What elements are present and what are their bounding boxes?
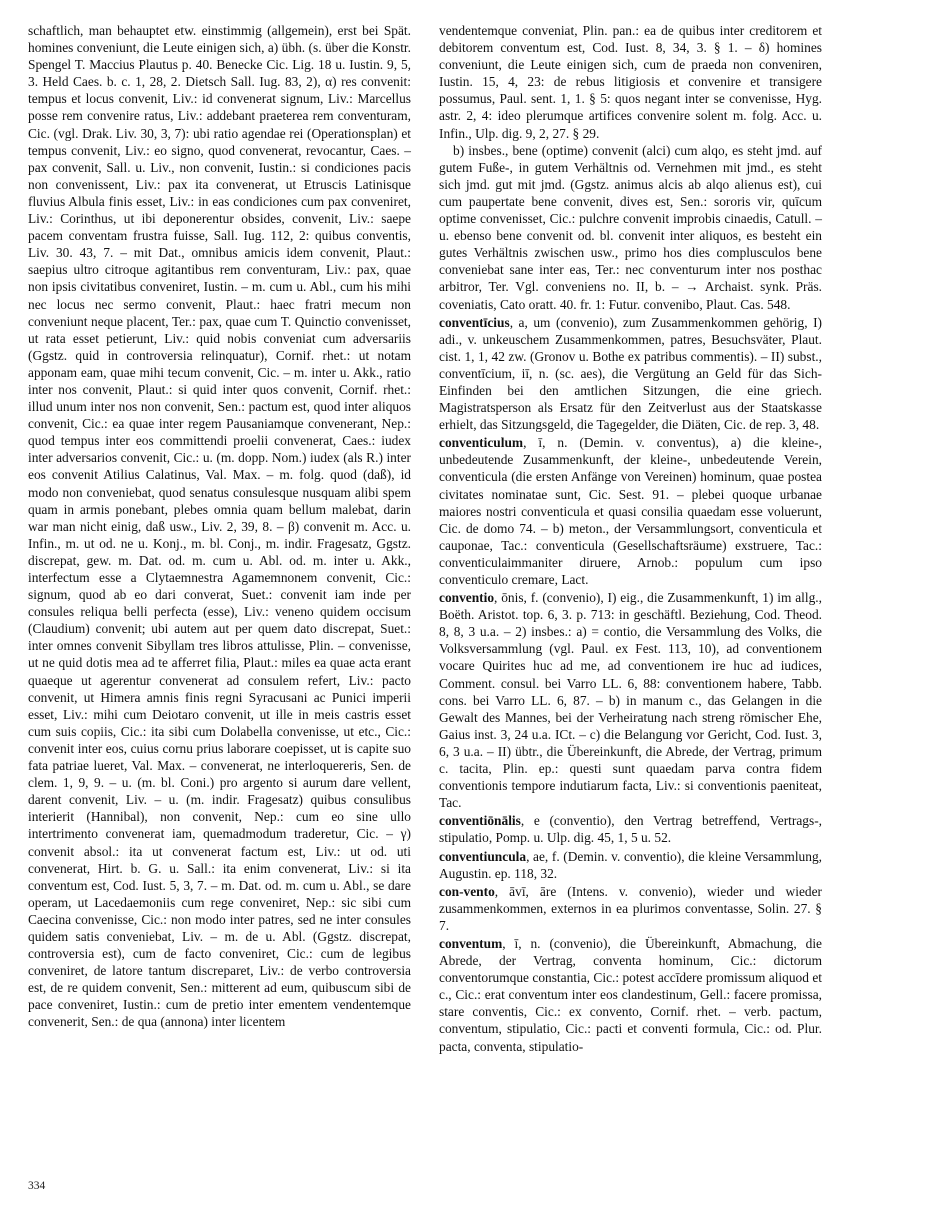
left-column xyxy=(28,22,411,1031)
entry-headword: conventiculum xyxy=(439,435,524,451)
entry-body: , a, um (convenio), zum Zusammenkommen gehörig, I) adi., v. unkeuschem Zusammenkommen, patres, Besuchsväter, Plaut. cist. 1, 1, 42 zw. (Gronov u. Bothe ex patribus commentis). – II) subst., conventīcium, iī, n. (sc. aes), die Vergütung an Geld für das Sich-Einfinden bei den amtlichen Sitzungen, die eine griech. Magistratsperson als Ersatz für den Zeitverlust aus der Staatskasse erhielt, das Sitzungsgeld, die Tagegelder, die Diäten, Cic. de rep. 3, 48. xyxy=(439,314,822,433)
dictionary-entry-conventicius xyxy=(439,314,822,434)
dictionary-entry-conventio xyxy=(439,589,822,811)
entry-body: , ae, f. (Demin. v. conventio), die kleine Versammlung, Augustin. ep. 118, 32. xyxy=(439,848,822,881)
dictionary-entry-conventum xyxy=(439,935,822,1055)
entry-headword: conventiōnālis xyxy=(439,813,521,829)
subsection-b-paragraph: b) insbes., bene (optime) convenit (alci) cum alqo, es steht jmd. auf gutem Fuße-, in gutem Verhältnis od. Vernehmen mit jmd., es steht sich jmd. gut mit jmd. (Ggstz. animus alcis ab alqo alienus est), cui cum paupertate bene convenit, dives est, Sen.: sororis vir, quīcum optime convenisset, Cic.: pulchre convenit improbis cinaedis, Catull. – u. ebenso bene convenit od. bl. convenit inter aliquos, es besteht ein gutes Verhältnis zwischen usw., primo hos dies complusculos bene conveniebat sane inter eas, Ter.: nec conventurum inter nos posthac arbitror, Ter. Vgl. conveniens no. II, b. – → Archaist. synk. Präs. coveniatis, Cato oratt. 40. fr. 1: Futur. convenibo, Plaut. Cas. 548. xyxy=(439,142,822,312)
dictionary-entry-con-vento xyxy=(439,883,822,934)
left-column-text: schaftlich, man behauptet etw. einstimmig (allgemein), erst bei Spät. homines conveniunt, die Leute einigen sich, a) übh. (s. über die Konstr. Spengel T. Maccius Plautus p. 40. Benecke Cic. Lig. 18 u. Iustin. 9, 5, 3. Held Caes. b. c. 1, 28, 2. Dietsch Sall. Iug. 83, 2), α) res convenit: tempus et locus convenit, Liv.: id convenerat signum, Liv.: Marcellus posse rem convenire ratus, Liv.: addebant praeterea rem conventuram, Cic. (vgl. Drak. Liv. 30, 3, 7): ubi ratio agendae rei (Operationsplan) et tempus convenit, Liv.: eo signo, quod convenerat, revocantur, Caes. – pax convenit, Sall. u. Liv., non convenit, Iustin.: si condiciones pacis non convenissent, Liv.: pax ita convenerat, ut Etruscis Latinisque fluvius Albula finis esset, Liv.: in eas condiciones cum pax conveniret, Liv.: Corinthus, ut ibi deponerentur obsides, convenit, Liv.: saepe pacem conventam frustra fuisse, Sall. Iug. 112, 2: quibus conventis, Liv. 30. 43, 7. – mit Dat., omnibus amicis idem convenit, Plaut.: saepius ultro citroque agitantibus rem conventuram, Liv.: pax, quae non ipsis civitatibus conveniret, Iustin. – m. cum u. Abl., cum his mihi nec locus nec sermo convenit, Plaut.: haec fratri mecum non conveniunt neque placent, Ter.: pax, quae cum T. Quinctio convenisset, ut rata esset petierunt, Liv.: quid nobis conveniat cum adversariis (Ggstz. quid in controversia relinquatur), Cornif. rhet.: ut notam apponam eam, quae mihi tecum convenit, Cic. – m. inter u. Akk., ratio inter nos convenit, Plaut.: si quid inter quos convenit, Cornif. rhet.: illud unum inter nos non convenit, Sen.: pactum est, quod inter aliquos convenit, Cic.: ea quae inter regem Pausaniamque convenerant, Nep.: quod tempus inter eos committendi proelii convenerat, Caes.: iudex inter adversarios convenit, Cic.: u. (m. dopp. Nom.) iudex (als R.) inter eos convenit Atilius Calatinus, Val. Max. – m. folg. quod (daß), id modo non conveniebat, quod senatus consulesque nusquam alibi spem quam in armis ponebant, plebes omnia quam bellum malebat, darin war man nicht einig, daß usw., Liv. 2, 39, 8. – β) convenit m. Acc. u. Infin., m. ut od. ne u. Konj., m. bl. Conj., m. indir. Fragesatz, Ggstz. discrepat, gew. m. Dat. od. m. cum u. Abl. od. m. inter u. Akk., interfectum esse a Clytaemnestra Agamemnonem convenit, Cic.: signum, quod ab eo dari converat, Suet.: convenit iam inde per consules reliqua belli perfecta (esse), Liv.: veneno quidem occisum (Claudium) convenit; ubi autem aut per quem dato discrepat, Suet.: inter omnes convenit Sibyllam tres libros attulisse, Plin. – convenisse, ut ne quid dotis mea ad te afferret filia, Plaut.: miles ea quae acta erant quaeque ut agerentur convenerat ad consulem refert, Liv.: pacto convenit, ut Himera amnis finis regni Syracusani ac Punici imperii esset, Liv.: mihi cum Deiotaro convenit, ut ille in meis castris esset cum suis copiis, Cic.: ita sibi cum Dolabella convenisse, ut etc., Cic.: convenit inter eos, cuius cornu prius laborare coepisset, ut is capite suo fata patriae lueret, Val. Max. – convenerat, ne interloquereris, Sen. de clem. 1, 9, 9. – u. (m. bl. Coni.) pro argento si aurum dare vellent, darent convenit, Liv. – u. (m. indir. Fragesatz) quibus consulibus interierit (Hannibal), non convenit, Nep.: cum eo sine ullo intertrimento convenerat iam, quemadmodum traderetur, Cic. – γ) convenit absol.: ita ut convenerat factum est, Liv.: ut od. uti convenerat, Hirt. b. G. u. Sall.: ita enim convenerat, Liv.: si ita conventum est, Cod. Iust. 5, 3, 7. – m. Dat. od. m. cum u. Abl., se dare operam, ut Lacedaemoniis cum rege conveniret, Nep.: sic sibi cum Caecina convenisse, Cic.: non modo inter patres, sed ne inter consules quidem satis conveniebat, Liv. – m. de u. Abl. (Ggstz. discrepat, controversia est), cum de facto conveniret, Cic.: cum de legibus conveniret, de latore tantum discreparet, Liv.: de verbo controversia est, de re quidem convenit, Sen.: mitterent ad eum, quibuscum sibi de pace conveniret, Iustin.: cum de pretio inter ementem vendentemque convenerit, Sen.: de qua (annona) inter licentem xyxy=(28,23,411,1030)
entry-headword: conventiuncula xyxy=(439,848,527,864)
entry-body: , ī, n. (Demin. v. conventus), a) die kleine-, unbedeutende Zusammenkunft, der kleine-, unbedeutende Verein, conventicula (die ersten Anfänge von Vereinen) hominum, quae postea civitates nominatae sunt, Cic. Sest. 91. – plebei quoque urbanae maiores nostri conventicula et quasi consilia quaedam esse voluerunt, Cic. de domo 74. – b) meton., der Versammlungsort, conventicula et cauponae, Tac.: conventicula (Gesellschaftsräume) exstruere, Tac.: conventiculaimmaniter diruere, Arnob.: populum cum ipso conventiculo cremare, Lact. xyxy=(439,435,822,587)
entry-headword: conventio xyxy=(439,590,495,606)
entry-body: , āvī, āre (Intens. v. convenio), wieder und wieder zusammenkommen, externos in ea plurimos conventasse, Solin. 27. § 7. xyxy=(439,883,822,933)
entry-headword: con-vento xyxy=(439,883,495,899)
right-column xyxy=(439,22,822,1055)
continuation-paragraph: vendentemque conveniat, Plin. pan.: ea de quibus inter creditorem et debitorem conventum est, Cod. Iust. 8, 34, 3. § 1. – δ) homines conveniunt, die Leute einigen sich, cum de praeda non conveniren, Iustin. 15, 4, 23: de rebus litigiosis et convenire et transigere possumus, Paul. sent. 1, 1. § 5: quos negant inter se convenisse, Hyg. astr. 2, 4: ideo plerumque artifices convenire solent m. folg. Acc. u. Infin., Ulp. dig. 9, 2, 27. § 29. xyxy=(439,23,822,141)
entry-headword: conventum xyxy=(439,935,503,951)
entry-body: , e (conventio), den Vertrag betreffend, Vertrags-, stipulatio, Pomp. u. Ulp. dig. 45, 1, 5 u. 52. xyxy=(439,813,822,846)
entry-body: , ī, n. (convenio), die Übereinkunft, Abmachung, die Abrede, der Vertrag, conventa hominum, Cic.: dictorum conventorumque constantia, Cic.: potest accīdere promissum aliquod et c., Cic.: erat conventum inter eos clandestinum, Gell.: facere promissa, stare conventis, Cic.: ex convento, Cornif. rhet. – verb. pactum, conventum, stipulatio, Cic.: pacti et conventi formula, Cic.: od. Plur. pacta, conventa, stipulatio- xyxy=(439,935,822,1054)
dictionary-entry-conventiculum xyxy=(439,434,822,588)
entry-headword: conventīcius xyxy=(439,314,510,330)
entry-body: , ōnis, f. (convenio), I) eig., die Zusammenkunft, 1) im allg., Boëth. Aristot. top. 6, 3. p. 713: in geschäftl. Beziehung, Cod. Theod. 8, 8, 3 u.a. – 2) insbes.: a) = contio, die Versammlung des Volks, die Volksversammlung (vgl. Paul. ex Fest. 113, 10), ad conventionem vocare Quirites huc ad me, ad conventionem ire huc ad iudices, Comment. consul. bei Varro LL. 6, 88: conventionem habere, Tabb. cons. bei Varro LL. 6, 87. – b) in manum c., das Gelangen in die Gewalt des Mannes, bei der Verheiratung nach streng römischer Ehe, Gaius inst. 3, 24 u.a. ICt. – c) die Belangung vor Gericht, Cod. Iust. 3, 6, 3 u.a. – II) übtr., die Übereinkunft, die Abrede, der Vertrag, primum c. tacita, Plin. ep.: questi sunt quaedam parva contra fidem conventionis tempore indutiarum facta, Liv.: si conventionis paeniteat, Tac. xyxy=(439,590,822,811)
dictionary-entry-conventiuncula xyxy=(439,848,822,882)
page-number: 334 xyxy=(28,1180,46,1192)
dictionary-entry-conventionalis xyxy=(439,812,822,846)
